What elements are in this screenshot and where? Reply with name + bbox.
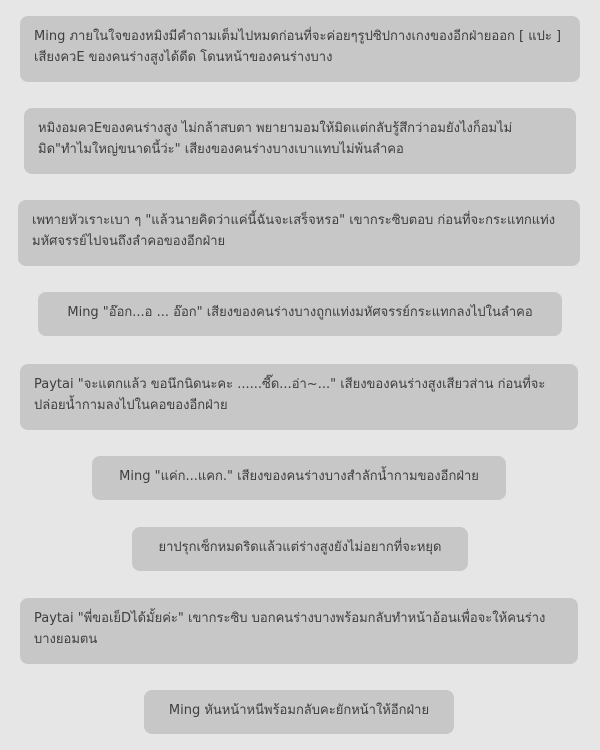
message-text: หมิงอมควEของคนร่างสูง ไม่กล้าสบตา พยายามอมให้มิดแต่กลับรู้สึกว่าอมยังไงก็อมไม่มิด"ทำไมใหญ่ขนาดนี้ว่ะ" เสียงของคนร่างบางเบาแทบไม่พ้นลำคอ xyxy=(38,121,513,157)
message-text: ยาปรุกเซ็กหมดริดแล้วแต่ร่างสูงยังไม่อยากที่จะหยุด xyxy=(158,540,442,555)
message-text: Paytai "พี่ขอเย็Dได้มั้ยค่ะ" เขากระซิบ บอกคนร่างบางพร้อมกลับทำหน้าอ้อนเพื่อจะให้คนร่างบางยอมตน xyxy=(34,611,546,647)
message-bubble xyxy=(18,200,580,266)
message-text: Ming ภายในใจของหมิงมีคำถามเต็มไปหมดก่อนที่จะค่อยๆรูปซิปกางเกงของอีกฝ่ายออก [ แปะ ] เสียงควE ของคนร่างสูงได้ดีด โดนหน้าของคนร่างบาง xyxy=(34,29,562,65)
message-text: Paytai "จะแตกแล้ว ขอนึกนิดนะคะ ......ซี๊ด...อ่า~..." เสียงของคนร่างสูงเสียวส่าน ก่อนที่จะปล่อยน้ำกามลงไปในคอของอีกฝ่าย xyxy=(34,377,546,413)
message-bubble xyxy=(38,292,562,336)
message-bubble xyxy=(20,598,578,664)
message-bubble xyxy=(20,16,580,82)
message-bubble xyxy=(20,364,578,430)
message-bubble xyxy=(24,108,576,174)
message-text: Ming "อ๊อก...อ ... อ๊อก" เสียงของคนร่างบางถูกแท่งมหัศจรรย์กระแทกลงไปในลำคอ xyxy=(67,305,533,320)
message-text: เพทายหัวเราะเบา ๆ "แล้วนายคิดว่าแค่นี้ฉันจะเสร็จหรอ" เขากระซิบตอบ ก่อนที่จะกระแทกแท่งมหัศจรรย์ไปจนถึงลำคอของอีกฝ่าย xyxy=(32,213,556,249)
message-text: Ming "แค่ก...แคก." เสียงของคนร่างบางสำลักน้ำกามของอีกฝ่าย xyxy=(119,469,479,484)
message-text: Ming หันหน้าหนีพร้อมกลับคะยักหน้าให้อีกฝ่าย xyxy=(168,703,430,718)
message-bubble xyxy=(92,456,506,500)
message-bubble xyxy=(132,527,468,571)
message-bubble xyxy=(144,690,454,734)
